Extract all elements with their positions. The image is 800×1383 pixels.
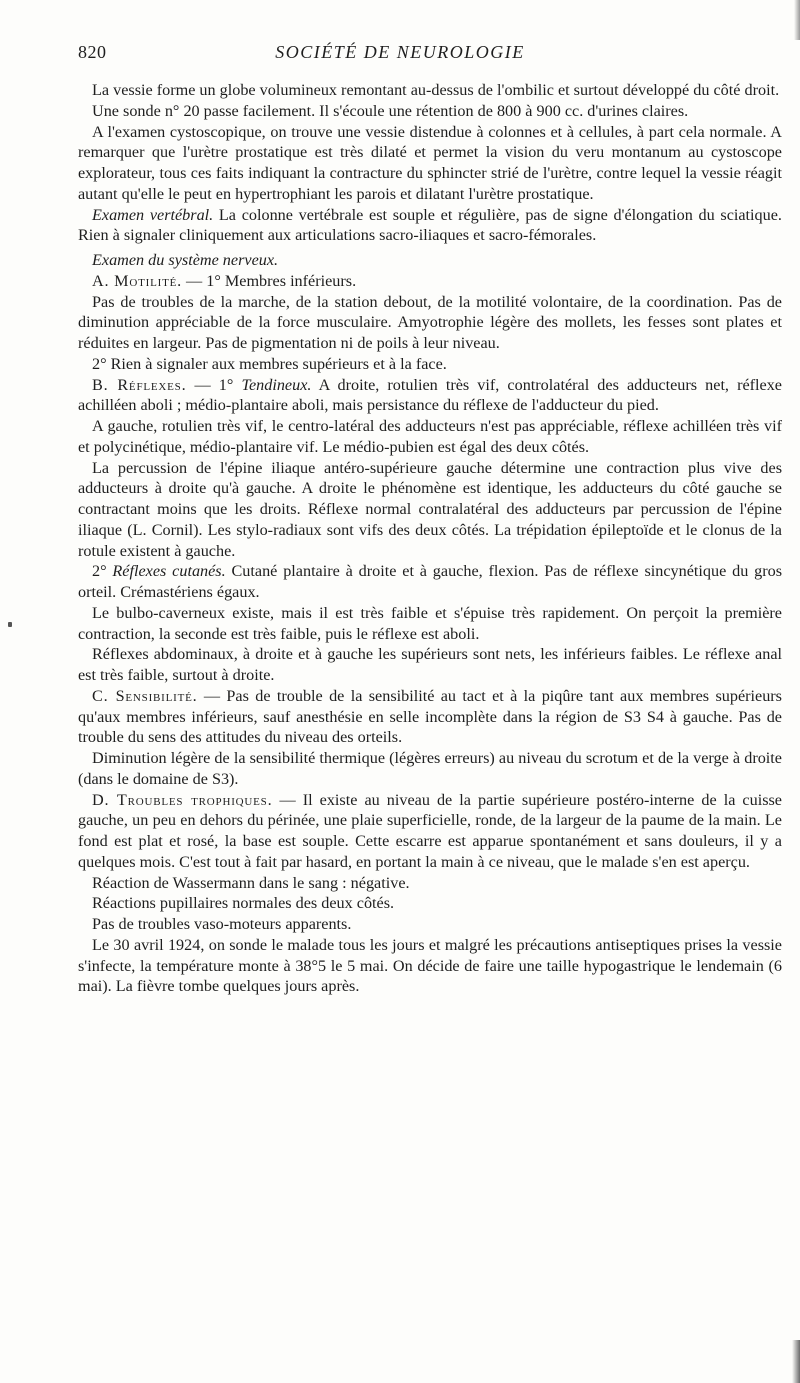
paragraph-reflexes-right bbox=[78, 375, 782, 417]
paragraph-cystoscopy: A l'examen cystoscopique, on trouve une vessie distendue à colonnes et à cellules, à part cela normale. A remarquer que l'urètre prostatique est très dilaté et permet la vision du veru montanum au cystoscope explorateur, tous ces faits indiquant la contracture du sphincter strié de l'urètre, contre lequel la vessie réagit autant qu'elle le peut en hypertrophiant les parois et dilatant l'urètre prostatique. bbox=[78, 122, 782, 203]
vertebral-exam-text: La colonne vertébrale est souple et régulière, pas de signe d'élongation du sciatique. Rien à signaler cliniquement aux articulations sacro-iliaques et sacro-fémorales. bbox=[78, 205, 782, 245]
cutaneous-subheading: Réflexes cutanés. bbox=[112, 562, 226, 581]
paragraph-iliac-percussion: La percussion de l'épine iliaque antéro-supérieure gauche détermine une contraction plus vive des adducteurs à droite qu'à gauche. A droite le phénomène est identique, les adducteurs du côté gauche se contractant moins que les droits. Réflexe normal contralatéral des adducteurs par percussion de l'épine iliaque (L. Cornil). Les stylo-radiaux sont vifs des deux côtés. La trépidation épileptoïde et le clonus de la rotule existent à gauche. bbox=[78, 458, 782, 560]
paragraph-catheter: Une sonde n° 20 passe facilement. Il s'écoule une rétention de 800 à 900 cc. d'urines claires. bbox=[92, 101, 689, 120]
nervous-system-heading: Examen du système nerveux. bbox=[92, 251, 279, 269]
sensibility-heading: C. Sensibilité. bbox=[92, 686, 198, 705]
page-number: 820 bbox=[78, 42, 107, 62]
paragraph-abdominal-reflexes: Réflexes abdominaux, à droite et à gauche les supérieurs sont nets, les inférieurs faibles. Le réflexe anal est très faible, surtout à droite. bbox=[78, 645, 782, 684]
vertebral-exam-heading: Examen vertébral. bbox=[92, 205, 214, 224]
page-edge-shadow-top bbox=[794, 0, 800, 40]
paragraph-nervous-system-heading bbox=[78, 250, 782, 271]
paragraph-thermal-sensibility: Diminution légère de la sensibilité thermique (légères erreurs) au niveau du scrotum et de la verge à droite (dans le domaine de S3). bbox=[78, 749, 782, 788]
paragraph-trophic-disorders bbox=[78, 790, 782, 873]
paragraph-bladder-globe: La vessie forme un globe volumineux remontant au-dessus de l'ombilic et surtout développé du côté droit. bbox=[92, 81, 780, 99]
paragraph-bulbo-cavernous: Le bulbo-caverneux existe, mais il est très faible et s'épuise très rapidement. On perçoit la première contraction, la seconde est très faible, puis le réflexe est aboli. bbox=[78, 603, 782, 643]
paragraph-motility-lower-limbs: Pas de troubles de la marche, de la station debout, de la motilité volontaire, de la coordination. Pas de diminution appréciable de la force musculaire. Amyotrophie légère des mollets, les fesses sont plates et réduites en largeur. Pas de pigmentation ni de poils à leur niveau. bbox=[78, 292, 782, 352]
motility-heading: A. Motilité. bbox=[92, 271, 182, 290]
running-head: SOCIÉTÉ DE NEUROLOGIE bbox=[275, 42, 525, 62]
reflexes-right-text: A droite, rotulien très vif, controlatéral des adducteurs net, réflexe achilléen aboli ; médio-plantaire aboli, mais persistance du réflexe de l'adducteur du pied. bbox=[78, 375, 782, 415]
margin-speck bbox=[8, 622, 12, 627]
tendinous-subheading: Tendineux. bbox=[241, 375, 312, 394]
body-text bbox=[78, 80, 782, 997]
reflexes-heading: B. Réflexes. bbox=[92, 375, 187, 394]
paragraph-vertebral-exam bbox=[78, 205, 782, 247]
paragraph-motility-upper-limbs: 2° Rien à signaler aux membres supérieurs et à la face. bbox=[92, 354, 447, 373]
paragraph-motility-heading bbox=[78, 271, 782, 292]
paragraph-surgery: Le 30 avril 1924, on sonde le malade tous les jours et malgré les précautions antiseptiques prises la vessie s'infecte, la température monte à 38°5 le 5 mai. On décide de faire une taille hypogastrique le lendemain (6 mai). La fièvre tombe quelques jours après. bbox=[78, 935, 782, 996]
paragraph-reflexes-left: A gauche, rotulien très vif, le centro-latéral des adducteurs n'est pas appréciable, réflexe achilléen très vif et polycinétique, médio-plantaire vif. Le médio-pubien est égal des deux côtés. bbox=[78, 417, 782, 456]
paragraph-cutaneous-reflexes bbox=[78, 561, 782, 603]
cutaneous-number: 2° bbox=[92, 562, 113, 581]
paragraph-wassermann: Réaction de Wassermann dans le sang : négative. bbox=[92, 873, 410, 892]
reflexes-number: — 1° bbox=[186, 375, 242, 394]
paragraph-sensibility bbox=[78, 686, 782, 748]
paragraph-vasomotor: Pas de troubles vaso-moteurs apparents. bbox=[92, 915, 352, 933]
paragraph-pupillary: Réactions pupillaires normales des deux côtés. bbox=[92, 894, 395, 913]
trophic-heading: D. Troubles trophiques. bbox=[92, 790, 273, 809]
motility-subheading: — 1° Membres inférieurs. bbox=[181, 271, 357, 290]
sensibility-text: — Pas de trouble de la sensibilité au tact et à la piqûre tant aux membres supérieurs qu'aux membres inférieurs, sauf anesthésie en selle incomplète dans la région de S3 S4 à gauche. Pas de trouble du sens des attitudes du niveau des orteils. bbox=[78, 686, 782, 747]
cutaneous-text: Cutané plantaire à droite et à gauche, flexion. Pas de réflexe sincynétique du gros orteil. Crémastériens égaux. bbox=[78, 562, 782, 601]
page-edge-shadow-bottom bbox=[792, 1340, 800, 1383]
trophic-text: — Il existe au niveau de la partie supérieure postéro-interne de la cuisse gauche, un peu en dehors du périnée, une plaie superficielle, ronde, de la largeur de la paume de la main. Le fond est plat et rosé, la base est souple. Cette escarre est apparue spontanément et sans douleurs, il y a quelques mois. C'est tout à fait par hasard, en portant la main à ce niveau, que le malade s'en est aperçu. bbox=[78, 790, 782, 871]
